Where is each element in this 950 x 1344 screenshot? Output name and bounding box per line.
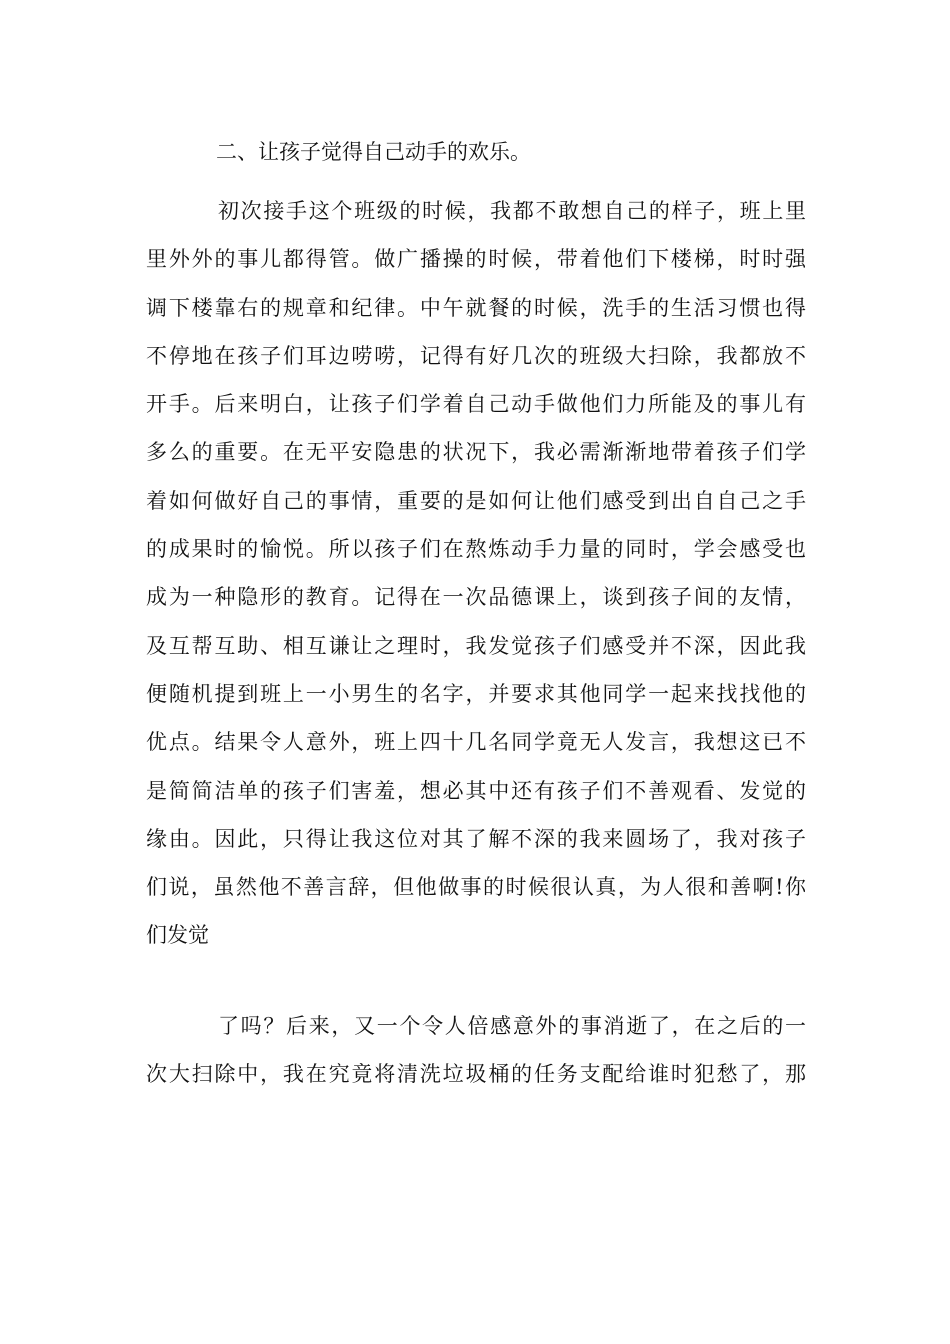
paragraph-line: 调下楼靠右的规章和纪律。中午就餐的时候，洗手的生活习惯也得 bbox=[146, 295, 806, 320]
paragraph-line: 多么的重要。在无平安隐患的状况下，我必需渐渐地带着孩子们学 bbox=[146, 440, 806, 465]
paragraph-line: 里外外的事儿都得管。做广播操的时候，带着他们下楼梯，时时强 bbox=[146, 247, 806, 272]
paragraph-line: 是简简洁单的孩子们害羞，想必其中还有孩子们不善观看、发觉的 bbox=[146, 778, 806, 803]
paragraph-line: 优点。结果令人意外，班上四十几名同学竟无人发言，我想这已不 bbox=[146, 730, 806, 755]
paragraph-line: 开手。后来明白，让孩子们学着自己动手做他们力所能及的事儿有 bbox=[146, 392, 806, 417]
paragraph-line: 次大扫除中，我在究竟将清洗垃圾桶的任务支配给谁时犯愁了，那 bbox=[146, 1062, 806, 1087]
paragraph-line: 成为一种隐形的教育。记得在一次品德课上，谈到孩子间的友情， bbox=[146, 585, 806, 610]
paragraph-line: 着如何做好自己的事情，重要的是如何让他们感受到出自自己之手 bbox=[146, 488, 806, 513]
paragraph-line: 们发觉 bbox=[146, 923, 209, 948]
paragraph-2 bbox=[146, 1002, 806, 1099]
paragraph-line: 缘由。因此，只得让我这位对其了解不深的我来圆场了，我对孩子 bbox=[146, 826, 806, 851]
paragraph-line: 的成果时的愉悦。所以孩子们在熬炼动手力量的同时，学会感受也 bbox=[146, 537, 806, 562]
section-heading: 二、让孩子觉得自己动手的欢乐。 bbox=[216, 140, 531, 164]
paragraph-line: 及互帮互助、相互谦让之理时，我发觉孩子们感受并不深，因此我 bbox=[146, 633, 806, 658]
paragraph-line: 们说，虽然他不善言辞，但他做事的时候很认真，为人很和善啊!你 bbox=[146, 875, 806, 900]
paragraph-line: 了吗？后来，又一个令人倍感意外的事消逝了，在之后的一 bbox=[218, 1014, 806, 1038]
paragraph-line: 初次接手这个班级的时候，我都不敢想自己的样子，班上里 bbox=[218, 199, 806, 223]
paragraph-line: 不停地在孩子们耳边唠唠，记得有好几次的班级大扫除，我都放不 bbox=[146, 343, 806, 368]
paragraph-line: 便随机提到班上一小男生的名字，并要求其他同学一起来找找他的 bbox=[146, 681, 806, 706]
section-heading-block bbox=[146, 128, 806, 176]
paragraph-1 bbox=[146, 187, 806, 960]
